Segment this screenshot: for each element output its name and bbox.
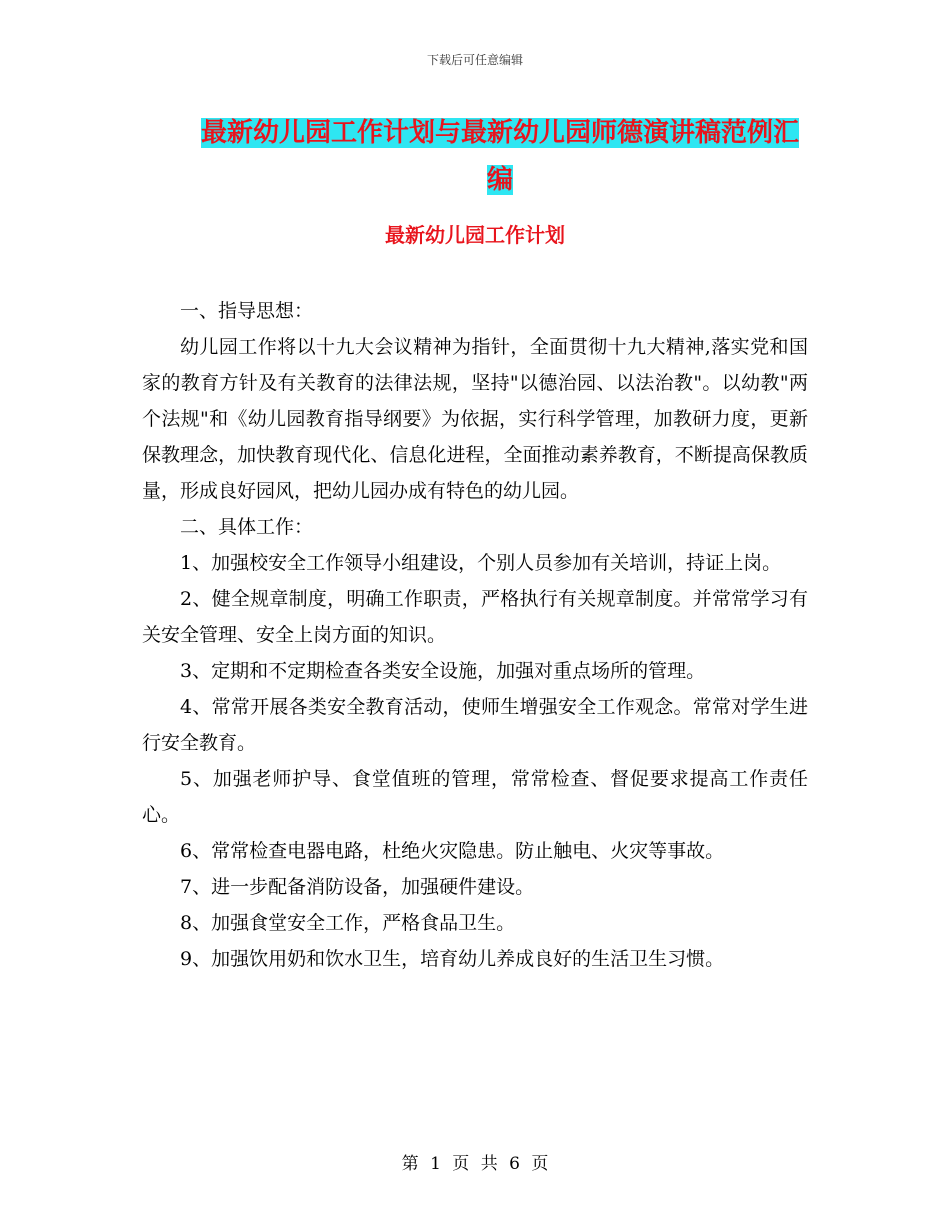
heading-specific-work: 二、具体工作： <box>180 516 314 538</box>
page-number: 第 1 页 共 6 页 <box>401 1154 549 1174</box>
document-body <box>142 293 808 977</box>
document-title-highlight: 最新幼儿园工作计划与最新幼儿园师德演讲稿范例汇编 <box>200 118 799 195</box>
heading-guiding-ideology: 一、指导思想： <box>180 300 314 322</box>
list-item-7: 7、进一步配备消防设备，加强硬件建设。 <box>180 876 535 898</box>
list-item-1: 1、加强校安全工作领导小组建设，个别人员参加有关培训，持证上岗。 <box>180 552 782 574</box>
list-item-6: 6、常常检查电器电路，杜绝火灾隐患。防止触电、火灾等事故。 <box>180 840 725 862</box>
list-item-2: 2、健全规章制度，明确工作职责，严格执行有关规章制度。并常常学习有关安全管理、安全上岗方面的知识。 <box>142 588 808 646</box>
section-title: 最新幼儿园工作计划 <box>385 223 565 247</box>
list-item-8: 8、加强食堂安全工作，严格食品卫生。 <box>180 912 516 934</box>
document-title <box>190 110 810 204</box>
list-item-5: 5、加强老师护导、食堂值班的管理，常常检查、督促要求提高工作责任心。 <box>142 768 808 826</box>
paragraph-guiding-ideology: 幼儿园工作将以十九大会议精神为指针，全面贯彻十九大精神,落实党和国家的教育方针及有关教育的法律法规，坚持"以德治园、以法治教"。以幼教"两个法规"和《幼儿园教育指导纲要》为依据，实行科学管理，加教研力度，更新保教理念，加快教育现代化、信息化进程，全面推动素养教育，不断提高保教质量，形成良好园风，把幼儿园办成有特色的幼儿园。 <box>142 336 808 502</box>
page-header-note: 下载后可任意编辑 <box>426 53 523 67</box>
list-item-3: 3、定期和不定期检查各类安全设施，加强对重点场所的管理。 <box>180 660 706 682</box>
list-item-4: 4、常常开展各类安全教育活动，使师生增强安全工作观念。常常对学生进行安全教育。 <box>142 696 808 754</box>
list-item-9: 9、加强饮用奶和饮水卫生，培育幼儿养成良好的生活卫生习惯。 <box>180 948 725 970</box>
